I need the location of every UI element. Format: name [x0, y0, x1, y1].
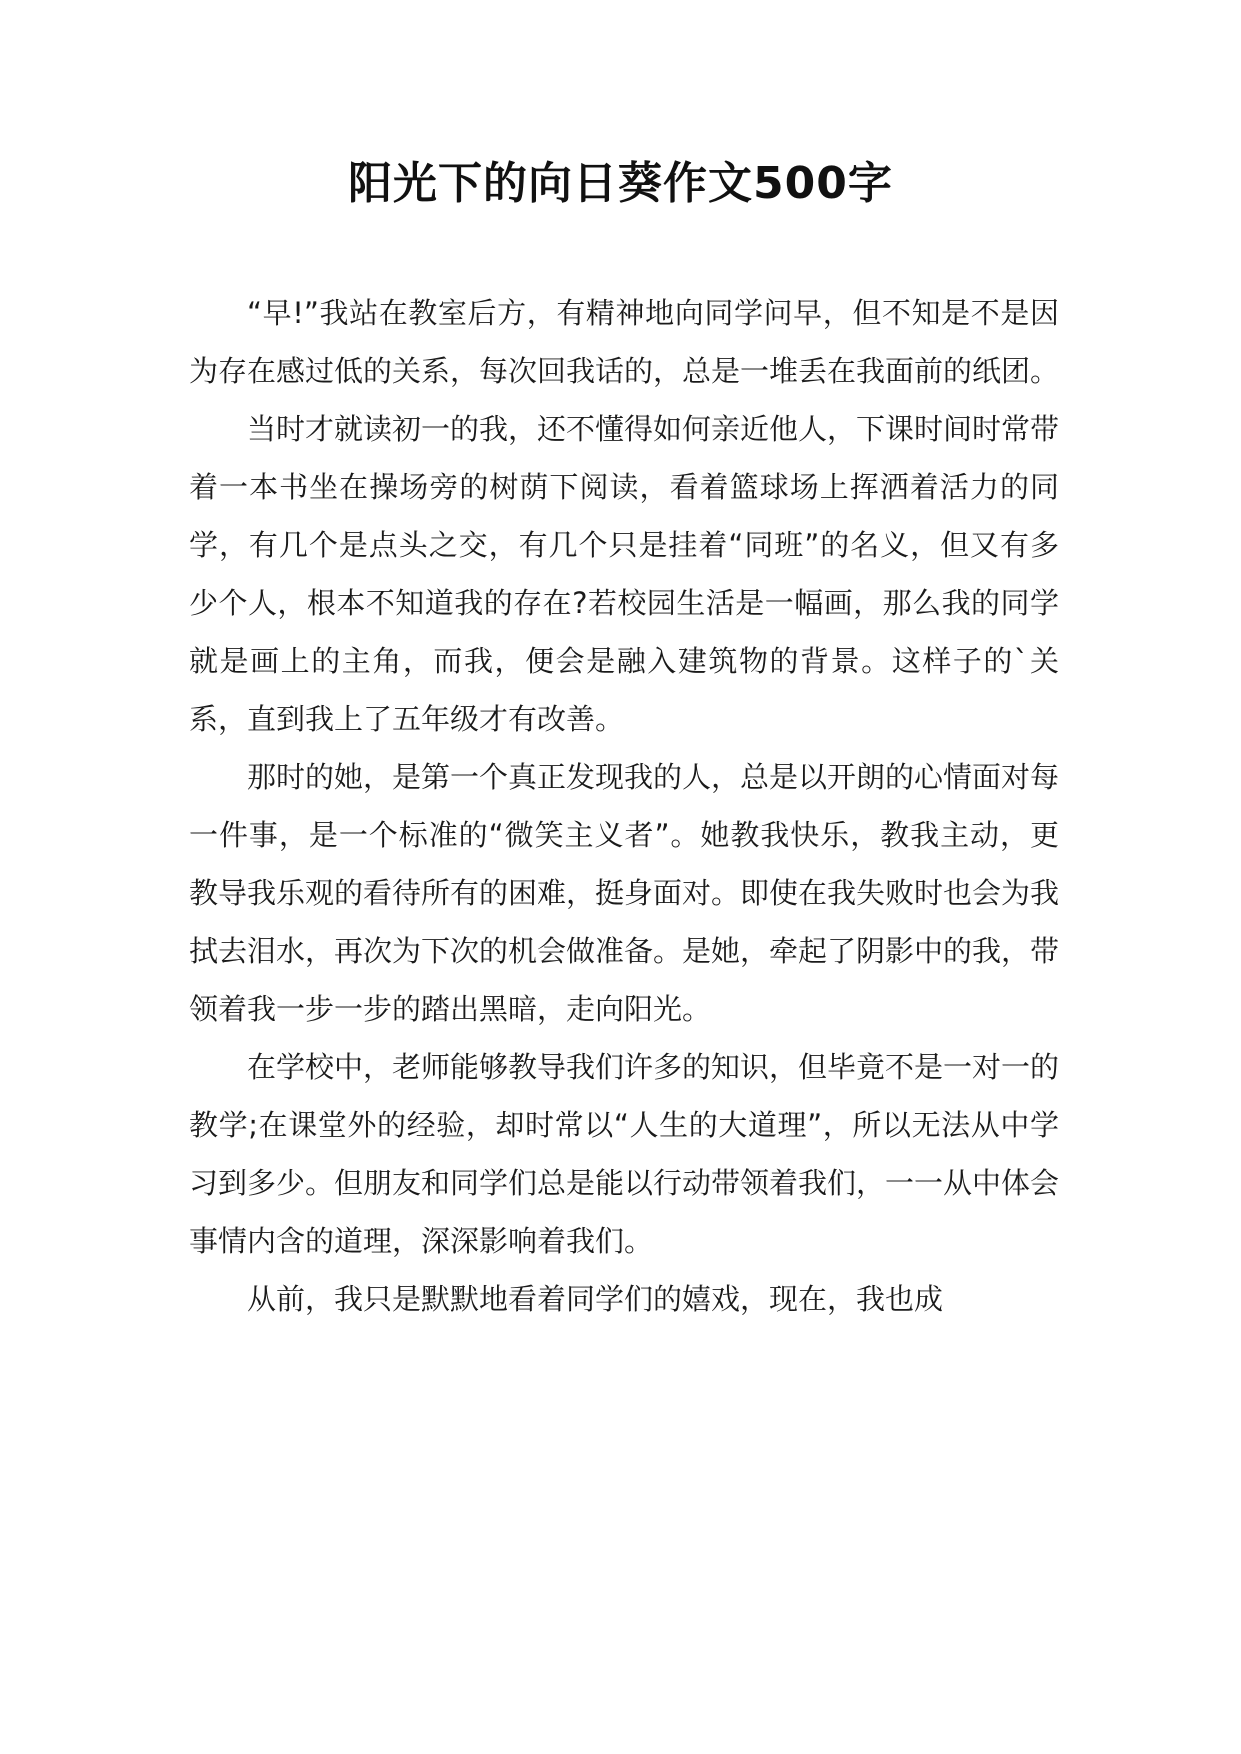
- paragraph-2: 当时才就读初一的我，还不懂得如何亲近他人，下课时间时常带着一本书坐在操场旁的树荫下阅读，看着篮球场上挥洒着活力的同学，有几个是点头之交，有几个只是挂着“同班”的名义，但又有多少个人，根本不知道我的存在?若校园生活是一幅画，那么我的同学就是画上的主角，而我，便会是融入建筑物的背景。这样子的`关系，直到我上了五年级才有改善。: [189, 412, 1060, 736]
- paragraph-3: 那时的她，是第一个真正发现我的人，总是以开朗的心情面对每一件事，是一个标准的“微笑主义者”。她教我快乐，教我主动，更教导我乐观的看待所有的困难，挺身面对。即使在我失败时也会为我拭去泪水，再次为下次的机会做准备。是她，牵起了阴影中的我，带领着我一步一步的踏出黑暗，走向阳光。: [189, 760, 1060, 1026]
- paragraph-1: “早!”我站在教室后方，有精神地向同学问早，但不知是不是因为存在感过低的关系，每次回我话的，总是一堆丢在我面前的纸团。: [189, 296, 1060, 388]
- document-title: 阳光下的向日葵作文500字: [348, 158, 893, 209]
- document-body: [189, 284, 1059, 1328]
- paragraph-5: 从前，我只是默默地看着同学们的嬉戏，现在，我也成: [247, 1282, 944, 1316]
- paragraph-4: 在学校中，老师能够教导我们许多的知识，但毕竟不是一对一的教学;在课堂外的经验，却时常以“人生的大道理”，所以无法从中学习到多少。但朋友和同学们总是能以行动带领着我们，一一从中体会事情内含的道理，深深影响着我们。: [189, 1050, 1060, 1258]
